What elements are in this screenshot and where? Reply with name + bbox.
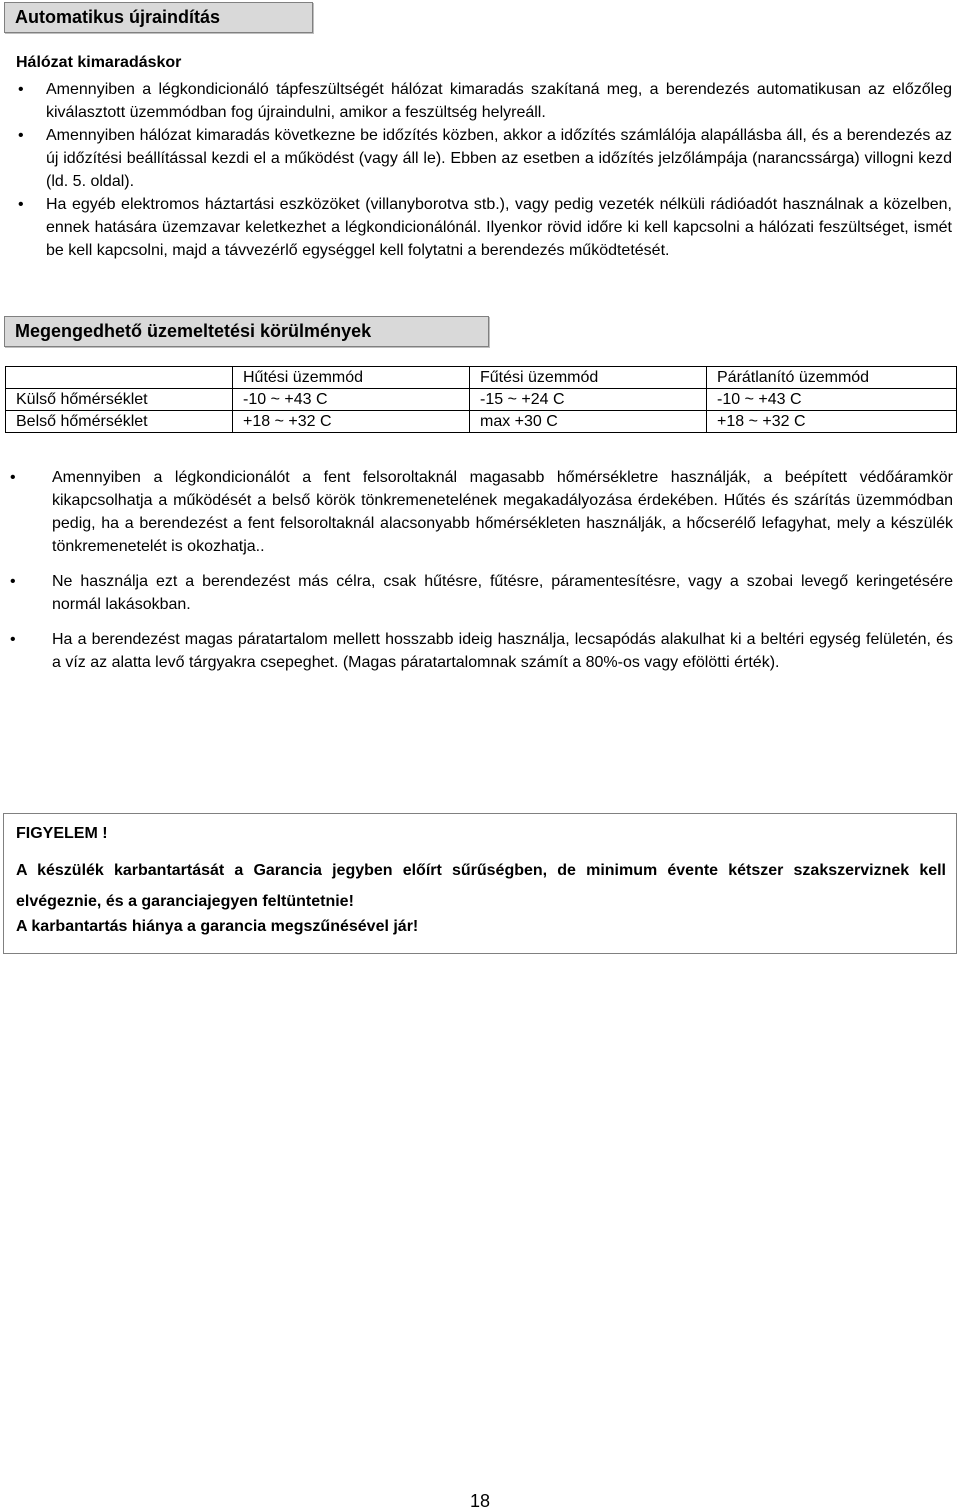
warning-title: FIGYELEM ! (16, 825, 108, 842)
table-header-cell: Fűtési üzemmód (470, 367, 707, 389)
list-item (8, 570, 953, 616)
table-cell: +18 ~ +32 C (233, 411, 470, 433)
bullet-list-conditions (8, 466, 953, 674)
list-item (16, 78, 952, 124)
warning-text-guarantee: A karbantartás hiánya a garancia megszűnésével jár! (16, 918, 419, 935)
bullet-list-restart (16, 78, 952, 262)
section-title-operating-conditions: Megengedhető üzemeltetési körülmények (4, 316, 489, 347)
table-cell: max +30 C (470, 411, 707, 433)
list-item-text: Amennyiben a légkondicionáló tápfeszültségét hálózat kimaradás szakítaná meg, a berendezés automatikusan az előzőleg kiválasztott üzemmódban fog újraindulni, amikor a feszültség helyreáll. (46, 81, 952, 121)
table-cell: +18 ~ +32 C (707, 411, 957, 433)
warning-text-maintenance: A készülék karbantartását a Garancia jegyben előírt sűrűségben, de minimum évente kétszer szakszerviznek kell elvégeznie, és a garanciajegyen feltüntetnie! (16, 862, 946, 910)
bullet-icon: • (18, 196, 24, 213)
bullet-icon: • (10, 469, 16, 486)
section-title-automatic-restart: Automatikus újraindítás (4, 2, 313, 33)
list-item-text: Ne használja ezt a berendezést más célra, csak hűtésre, fűtésre, páramentesítésre, vagy a szobai levegő keringetésére normál lakásokban. (52, 573, 953, 613)
bullet-icon: • (10, 573, 16, 590)
list-item-text: Amennyiben a légkondicionálót a fent felsoroltaknál magasabb hőmérsékletre használják, a beépített védőáramkör kikapcsolhatja a működését a belső körök tönkremenetelének megakadályozása érdekében. Hűtés és szárítás üzemmódban pedig, ha a berendezést a fent felsoroltaknál alacsonyabb hőmérsékleten használják, a hőcserélő lefagyhat, mely a készülék tönkremenetelét is okozhatja.. (52, 469, 953, 555)
table-cell: -10 ~ +43 C (707, 389, 957, 411)
table-header-cell (6, 367, 233, 389)
list-item (8, 628, 953, 674)
list-item (16, 124, 952, 193)
subtitle-power-outage: Hálózat kimaradáskor (16, 54, 182, 71)
table-cell: Külső hőmérséklet (6, 389, 233, 411)
table-header-cell: Hűtési üzemmód (233, 367, 470, 389)
table-row (6, 411, 957, 433)
list-item (8, 466, 953, 558)
warning-box (3, 813, 957, 954)
operating-conditions-table (5, 366, 957, 433)
table-header-row (6, 367, 957, 389)
bullet-icon: • (10, 631, 16, 648)
list-item-text: Amennyiben hálózat kimaradás következne be időzítés közben, akkor a időzítés számlálója alapállásba áll, és a berendezés az új időzítési beállítással kezdi el a működést (vagy áll le). Ebben az esetben a időzítés jelzőlámpája (narancssárga) villogni kezd (ld. 5. oldal). (46, 127, 952, 190)
bullet-icon: • (18, 81, 24, 98)
table-cell: Belső hőmérséklet (6, 411, 233, 433)
table-cell: -10 ~ +43 C (233, 389, 470, 411)
table-header-cell: Párátlanító üzemmód (707, 367, 957, 389)
list-item-text: Ha egyéb elektromos háztartási eszközöket (villanyborotva stb.), vagy pedig vezeték nélküli rádióadót használnak a közelben, ennek hatására üzemzavar keletkezhet a légkondicionálónál. Ilyenkor rövid időre ki kell kapcsolni a hálózati feszültséget, ismét be kell kapcsolni, majd a távvezérlő egységgel kell folytatni a berendezés működtetését. (46, 196, 952, 259)
bullet-icon: • (18, 127, 24, 144)
table-row (6, 389, 957, 411)
page-number: 18 (469, 1491, 491, 1511)
list-item-text: Ha a berendezést magas páratartalom mellett hosszabb ideig használja, lecsapódás alakulhat ki a beltéri egység felületén, és a víz az alatta levő tárgyakra csepeghet. (Magas páratartalomnak számít a 80%-os vagy efölötti érték). (52, 631, 953, 671)
table-cell: -15 ~ +24 C (470, 389, 707, 411)
list-item (16, 193, 952, 262)
